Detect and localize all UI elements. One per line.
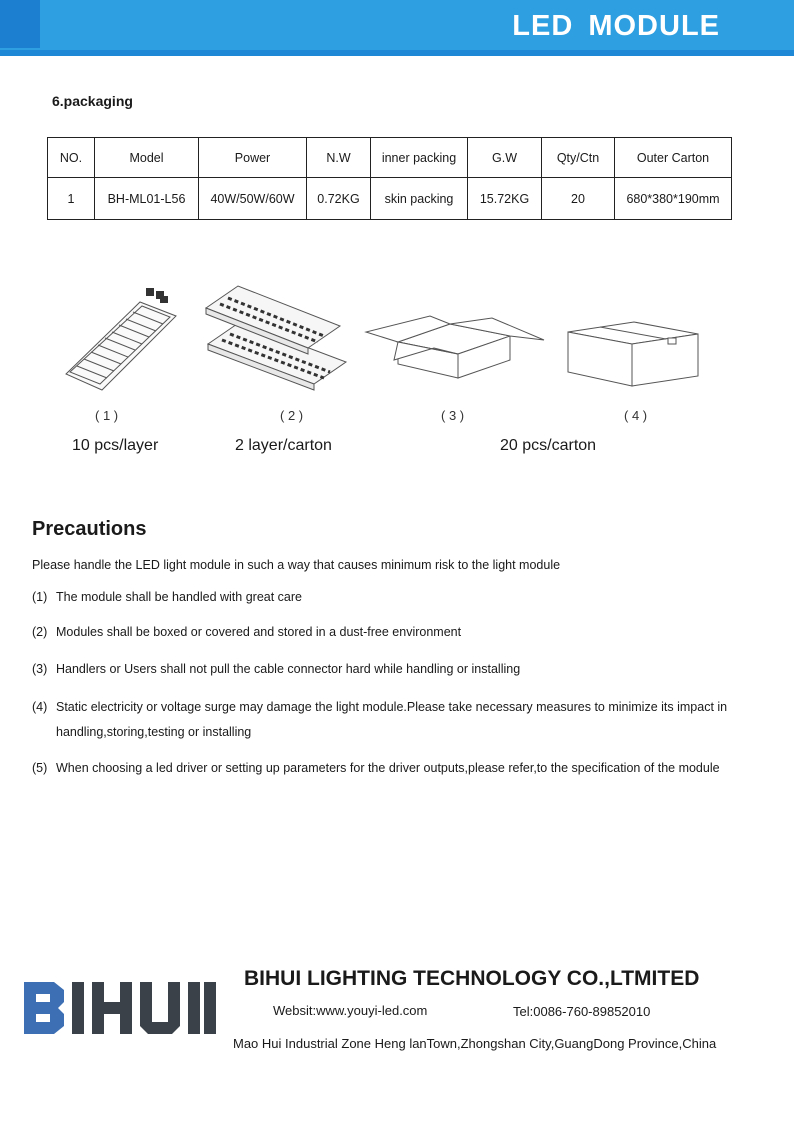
list-item bbox=[32, 590, 777, 604]
item-text: Modules shall be boxed or covered and stored in a dust-free environment bbox=[56, 625, 462, 639]
item-number: (5) bbox=[32, 761, 48, 775]
caption-layer-carton: 2 layer/carton bbox=[235, 437, 332, 454]
list-item bbox=[32, 700, 777, 714]
table-cell: 40W/50W/60W bbox=[199, 178, 307, 220]
table-cell: 20 bbox=[542, 178, 615, 220]
list-item bbox=[32, 625, 777, 639]
company-phone: Tel:0086-760-89852010 bbox=[513, 1004, 651, 1019]
closed-carton-illustration bbox=[564, 320, 704, 390]
col-header: Qty/Ctn bbox=[542, 138, 615, 178]
col-header: Outer Carton bbox=[615, 138, 732, 178]
item-continuation: handling,storing,testing or installing bbox=[56, 725, 252, 739]
item-text: When choosing a led driver or setting up parameters for the driver outputs,please refer,to the specification of the module bbox=[56, 761, 720, 775]
col-header: Model bbox=[95, 138, 199, 178]
bihui-logo bbox=[24, 980, 220, 1036]
company-name: BIHUI LIGHTING TECHNOLOGY CO.,LTMITED bbox=[244, 967, 700, 990]
list-item bbox=[32, 662, 777, 676]
tray-stack-illustration bbox=[200, 282, 348, 394]
header-bar bbox=[0, 0, 794, 56]
col-header: Power bbox=[199, 138, 307, 178]
list-item bbox=[32, 761, 777, 775]
col-header: G.W bbox=[468, 138, 542, 178]
precautions-intro: Please handle the LED light module in such a way that causes minimum risk to the light module bbox=[32, 558, 561, 572]
item-text: Handlers or Users shall not pull the cable connector hard while handling or installing bbox=[56, 662, 521, 676]
caption-pcs-layer: 10 pcs/layer bbox=[72, 437, 159, 454]
caption-pcs-carton: 20 pcs/carton bbox=[500, 437, 597, 454]
step-number: ( 3 ) bbox=[441, 408, 465, 423]
step-number: ( 1 ) bbox=[95, 408, 119, 423]
item-number: (1) bbox=[32, 590, 48, 604]
header-title: LED MODULE bbox=[512, 10, 720, 42]
item-text: Static electricity or voltage surge may damage the light module.Please take necessary measures to minimize its impact in bbox=[56, 700, 728, 714]
item-number: (4) bbox=[32, 700, 48, 714]
table-cell: BH-ML01-L56 bbox=[95, 178, 199, 220]
company-website: Websit:www.youyi-led.com bbox=[273, 1003, 428, 1018]
header-accent bbox=[0, 0, 40, 48]
step-number: ( 4 ) bbox=[624, 408, 648, 423]
company-address: Mao Hui Industrial Zone Heng lanTown,Zhongshan City,GuangDong Province,China bbox=[233, 1036, 717, 1051]
table-cell: skin packing bbox=[371, 178, 468, 220]
table-cell: 680*380*190mm bbox=[615, 178, 732, 220]
header-lip bbox=[0, 50, 794, 56]
table-cell: 15.72KG bbox=[468, 178, 542, 220]
packaging-title: 6.packaging bbox=[52, 93, 133, 109]
step-number: ( 2 ) bbox=[280, 408, 304, 423]
item-text: The module shall be handled with great care bbox=[56, 590, 302, 604]
table-row bbox=[48, 178, 732, 220]
item-number: (3) bbox=[32, 662, 48, 676]
table-header-row bbox=[48, 138, 732, 178]
col-header: NO. bbox=[48, 138, 95, 178]
col-header: N.W bbox=[307, 138, 371, 178]
precautions-title: Precautions bbox=[32, 518, 147, 540]
packaging-table bbox=[47, 137, 732, 220]
table-cell: 1 bbox=[48, 178, 95, 220]
item-number: (2) bbox=[32, 625, 48, 639]
open-carton-illustration bbox=[362, 312, 548, 382]
table-cell: 0.72KG bbox=[307, 178, 371, 220]
col-header: inner packing bbox=[371, 138, 468, 178]
tray-single-illustration bbox=[60, 282, 190, 394]
